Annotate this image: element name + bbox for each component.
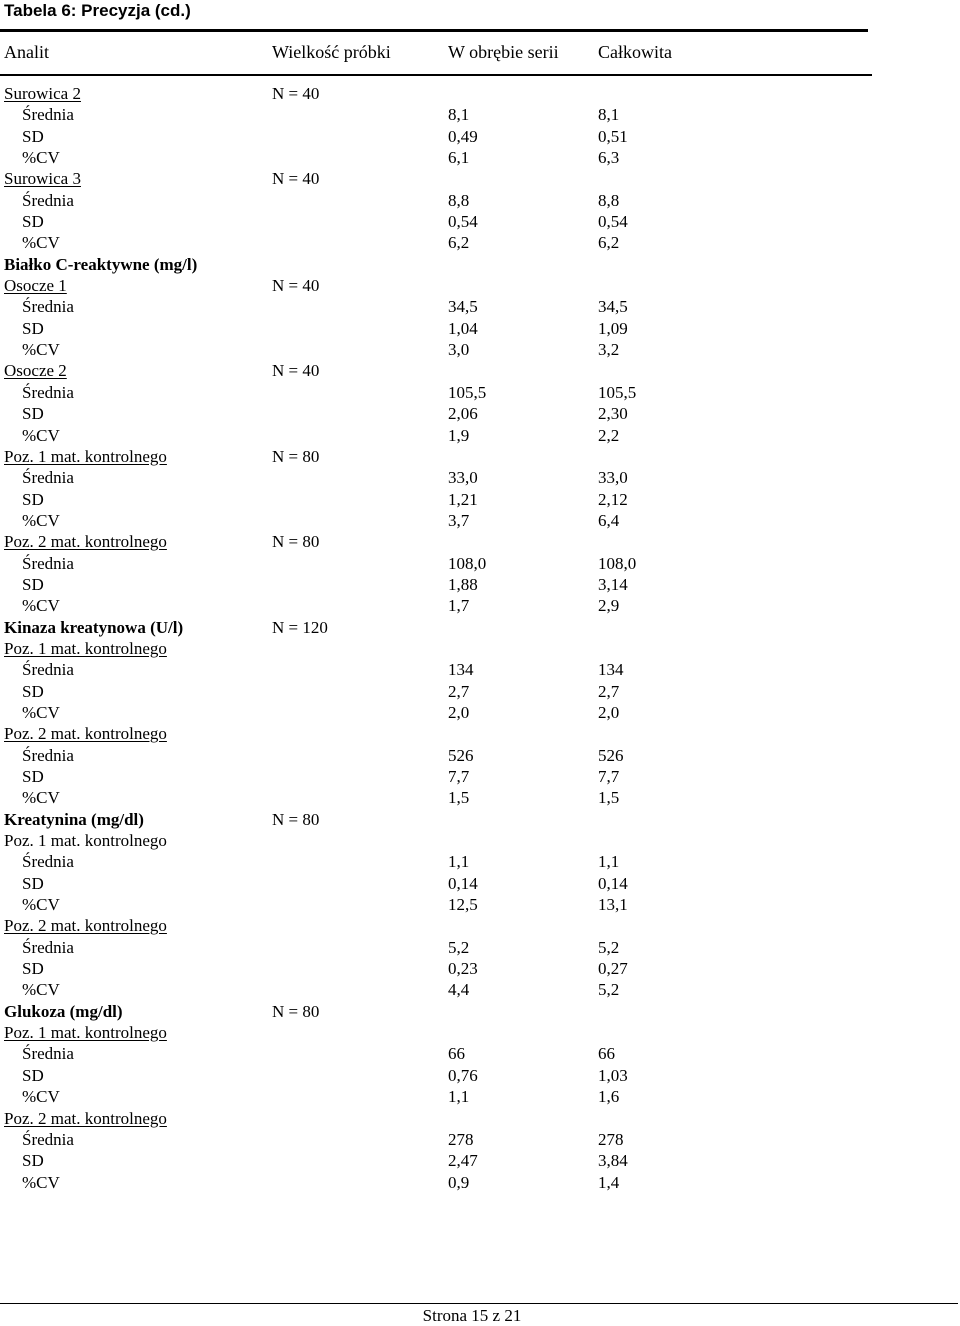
table-row — [0, 382, 900, 403]
total-cell: 3,84 — [598, 1151, 628, 1171]
group-label: Kreatynina (mg/dl) — [4, 809, 144, 829]
group-label: Glukoza (mg/dl) — [4, 1001, 123, 1021]
group-label: Poz. 1 mat. kontrolnego — [4, 831, 167, 851]
total-cell: 8,8 — [598, 190, 620, 210]
within-run-cell: 8,8 — [448, 190, 470, 210]
table-group-row — [0, 275, 900, 296]
stat-label: Średnia — [22, 1044, 74, 1064]
within-run-cell: 34,5 — [448, 297, 478, 317]
table-row — [0, 766, 900, 787]
stat-label: SD — [22, 1065, 44, 1085]
within-run-cell: 0,14 — [448, 873, 478, 893]
total-cell: 134 — [598, 660, 624, 680]
table-group-row — [0, 723, 900, 744]
header-total: Całkowita — [598, 42, 672, 62]
stat-label: SD — [22, 873, 44, 893]
table-group-row — [0, 83, 900, 104]
group-label: Osocze 2 — [4, 361, 67, 381]
table-group-row — [0, 446, 900, 467]
sample-size-cell: N = 80 — [272, 1001, 320, 1021]
within-run-cell: 12,5 — [448, 895, 478, 915]
table-group-row — [0, 1108, 900, 1129]
within-run-cell: 134 — [448, 660, 474, 680]
sample-size-cell: N = 120 — [272, 617, 328, 637]
stat-label: Średnia — [22, 382, 74, 402]
within-run-cell: 2,06 — [448, 404, 478, 424]
within-run-cell: 2,47 — [448, 1151, 478, 1171]
total-cell: 2,7 — [598, 681, 620, 701]
total-cell: 0,54 — [598, 212, 628, 232]
total-cell: 105,5 — [598, 382, 637, 402]
stat-label: %CV — [22, 1172, 60, 1192]
stat-label: Średnia — [22, 745, 74, 765]
group-label: Osocze 1 — [4, 276, 67, 296]
group-label: Poz. 2 mat. kontrolnego — [4, 724, 167, 744]
table-row — [0, 787, 900, 808]
within-run-cell: 1,1 — [448, 1087, 470, 1107]
total-cell: 1,6 — [598, 1087, 620, 1107]
stat-label: SD — [22, 318, 44, 338]
stat-label: SD — [22, 1151, 44, 1171]
stat-label: %CV — [22, 702, 60, 722]
within-run-cell: 526 — [448, 745, 474, 765]
total-cell: 13,1 — [598, 895, 628, 915]
table-row — [0, 1150, 900, 1171]
total-cell: 1,1 — [598, 852, 620, 872]
table-row — [0, 979, 900, 1000]
stat-label: SD — [22, 767, 44, 786]
table-group-row — [0, 168, 900, 189]
total-cell: 6,4 — [598, 510, 620, 530]
sample-size-cell: N = 40 — [272, 84, 320, 103]
table-row — [0, 104, 900, 125]
header-analit: Analit — [4, 42, 49, 62]
total-cell: 1,5 — [598, 788, 620, 808]
table-row — [0, 147, 900, 168]
within-run-cell: 0,49 — [448, 126, 478, 146]
table-row — [0, 1065, 900, 1086]
table-row — [0, 553, 900, 574]
table-row — [0, 937, 900, 958]
table-row — [0, 702, 900, 723]
within-run-cell: 0,76 — [448, 1065, 478, 1085]
total-cell: 33,0 — [598, 468, 628, 488]
stat-label: %CV — [22, 148, 60, 168]
table-group-row — [0, 830, 900, 851]
table-row — [0, 190, 900, 211]
sample-size-cell: N = 40 — [272, 361, 320, 381]
table-group-row — [0, 360, 900, 381]
within-run-cell: 8,1 — [448, 105, 470, 125]
group-label: Poz. 2 mat. kontrolnego — [4, 916, 167, 936]
total-cell: 2,0 — [598, 702, 620, 722]
table-row — [0, 745, 900, 766]
footer-rule — [0, 1303, 958, 1304]
within-run-cell: 1,9 — [448, 425, 470, 445]
within-run-cell: 105,5 — [448, 382, 487, 402]
table-row — [0, 403, 900, 424]
table-top-rule — [0, 29, 868, 32]
stat-label: %CV — [22, 425, 60, 445]
table-group-row — [0, 531, 900, 552]
sample-size-cell: N = 80 — [272, 532, 320, 552]
table-row — [0, 510, 900, 531]
total-cell: 278 — [598, 1129, 624, 1149]
total-cell: 6,3 — [598, 148, 620, 168]
stat-label: SD — [22, 404, 44, 424]
within-run-cell: 108,0 — [448, 553, 487, 573]
total-cell: 2,9 — [598, 596, 620, 616]
stat-label: Średnia — [22, 1129, 74, 1149]
stat-label: Średnia — [22, 297, 74, 317]
table-row — [0, 1043, 900, 1064]
group-label: Białko C-reaktywne (mg/l) — [4, 254, 198, 274]
table-group-row — [0, 1022, 900, 1043]
total-cell: 7,7 — [598, 767, 620, 786]
stat-label: Średnia — [22, 660, 74, 680]
table-row — [0, 873, 900, 894]
sample-size-cell: N = 40 — [272, 169, 320, 189]
stat-label: %CV — [22, 895, 60, 915]
within-run-cell: 3,7 — [448, 510, 470, 530]
page-footer: Strona 15 z 21 — [422, 1306, 522, 1325]
total-cell: 6,2 — [598, 233, 620, 253]
table-group-row — [0, 809, 900, 830]
table-row — [0, 126, 900, 147]
stat-label: %CV — [22, 980, 60, 1000]
within-run-cell: 1,88 — [448, 574, 478, 594]
table-group-row — [0, 915, 900, 936]
within-run-cell: 1,5 — [448, 788, 470, 808]
within-run-cell: 0,23 — [448, 959, 478, 979]
stat-label: SD — [22, 681, 44, 701]
total-cell: 1,03 — [598, 1065, 628, 1085]
stat-label: %CV — [22, 340, 60, 360]
within-run-cell: 4,4 — [448, 980, 470, 1000]
table-row — [0, 574, 900, 595]
total-cell: 526 — [598, 745, 624, 765]
table-row — [0, 489, 900, 510]
stat-label: Średnia — [22, 468, 74, 488]
table-group-row — [0, 617, 900, 638]
table-row — [0, 318, 900, 339]
group-label: Poz. 2 mat. kontrolnego — [4, 1108, 167, 1128]
table-row — [0, 339, 900, 360]
within-run-cell: 278 — [448, 1129, 474, 1149]
total-cell: 0,51 — [598, 126, 628, 146]
within-run-cell: 1,21 — [448, 489, 478, 509]
table-title: Tabela 6: Precyzja (cd.) — [4, 1, 191, 20]
group-label: Poz. 2 mat. kontrolnego — [4, 532, 167, 552]
table-row — [0, 1172, 900, 1193]
stat-label: Średnia — [22, 852, 74, 872]
within-run-cell: 1,1 — [448, 852, 470, 872]
within-run-cell: 7,7 — [448, 767, 470, 786]
table-body — [0, 83, 900, 1193]
total-cell: 0,27 — [598, 959, 628, 979]
total-cell: 3,2 — [598, 340, 620, 360]
stat-label: %CV — [22, 233, 60, 253]
stat-label: %CV — [22, 510, 60, 530]
sample-size-cell: N = 40 — [272, 276, 320, 296]
stat-label: Średnia — [22, 190, 74, 210]
within-run-cell: 6,1 — [448, 148, 470, 168]
total-cell: 34,5 — [598, 297, 628, 317]
within-run-cell: 0,9 — [448, 1172, 470, 1192]
table-row — [0, 232, 900, 253]
group-label: Kinaza kreatynowa (U/l) — [4, 617, 184, 637]
stat-label: %CV — [22, 1087, 60, 1107]
table-row — [0, 681, 900, 702]
total-cell: 1,09 — [598, 318, 628, 338]
stat-label: SD — [22, 959, 44, 979]
table-row — [0, 595, 900, 616]
table-group-row — [0, 1001, 900, 1022]
table-row — [0, 296, 900, 317]
table-row — [0, 467, 900, 488]
group-label: Poz. 1 mat. kontrolnego — [4, 446, 167, 466]
total-cell: 8,1 — [598, 105, 620, 125]
table-row — [0, 958, 900, 979]
stat-label: SD — [22, 212, 44, 232]
within-run-cell: 2,7 — [448, 681, 470, 701]
total-cell: 66 — [598, 1044, 615, 1064]
total-cell: 5,2 — [598, 937, 620, 957]
sample-size-cell: N = 80 — [272, 446, 320, 466]
total-cell: 1,4 — [598, 1172, 620, 1192]
total-cell: 108,0 — [598, 553, 637, 573]
within-run-cell: 3,0 — [448, 340, 470, 360]
group-label: Surowica 3 — [4, 169, 81, 189]
table-row — [0, 211, 900, 232]
table-group-row — [0, 638, 900, 659]
table-header — [0, 41, 900, 63]
stat-label: SD — [22, 126, 44, 146]
header-sample-size: Wielkość próbki — [272, 42, 391, 62]
stat-label: %CV — [22, 596, 60, 616]
total-cell: 0,14 — [598, 873, 628, 893]
within-run-cell: 1,7 — [448, 596, 470, 616]
table-row — [0, 425, 900, 446]
table-row — [0, 851, 900, 872]
total-cell: 2,12 — [598, 489, 628, 509]
table-group-row — [0, 254, 900, 275]
group-label: Poz. 1 mat. kontrolnego — [4, 1023, 167, 1043]
table-row — [0, 659, 900, 680]
group-label: Surowica 2 — [4, 84, 81, 103]
total-cell: 2,30 — [598, 404, 628, 424]
stat-label: SD — [22, 489, 44, 509]
within-run-cell: 5,2 — [448, 937, 470, 957]
within-run-cell: 0,54 — [448, 212, 478, 232]
total-cell: 3,14 — [598, 574, 628, 594]
stat-label: Średnia — [22, 553, 74, 573]
header-within-run: W obrębie serii — [448, 42, 559, 62]
group-label: Poz. 1 mat. kontrolnego — [4, 638, 167, 658]
within-run-cell: 6,2 — [448, 233, 470, 253]
within-run-cell: 66 — [448, 1044, 465, 1064]
within-run-cell: 2,0 — [448, 702, 470, 722]
total-cell: 2,2 — [598, 425, 620, 445]
table-row — [0, 1086, 900, 1107]
stat-label: %CV — [22, 788, 60, 808]
within-run-cell: 33,0 — [448, 468, 478, 488]
sample-size-cell: N = 80 — [272, 809, 320, 829]
within-run-cell: 1,04 — [448, 318, 478, 338]
table-header-rule — [0, 74, 872, 76]
stat-label: SD — [22, 574, 44, 594]
table-row — [0, 894, 900, 915]
table-row — [0, 1129, 900, 1150]
total-cell: 5,2 — [598, 980, 620, 1000]
stat-label: Średnia — [22, 937, 74, 957]
stat-label: Średnia — [22, 105, 74, 125]
